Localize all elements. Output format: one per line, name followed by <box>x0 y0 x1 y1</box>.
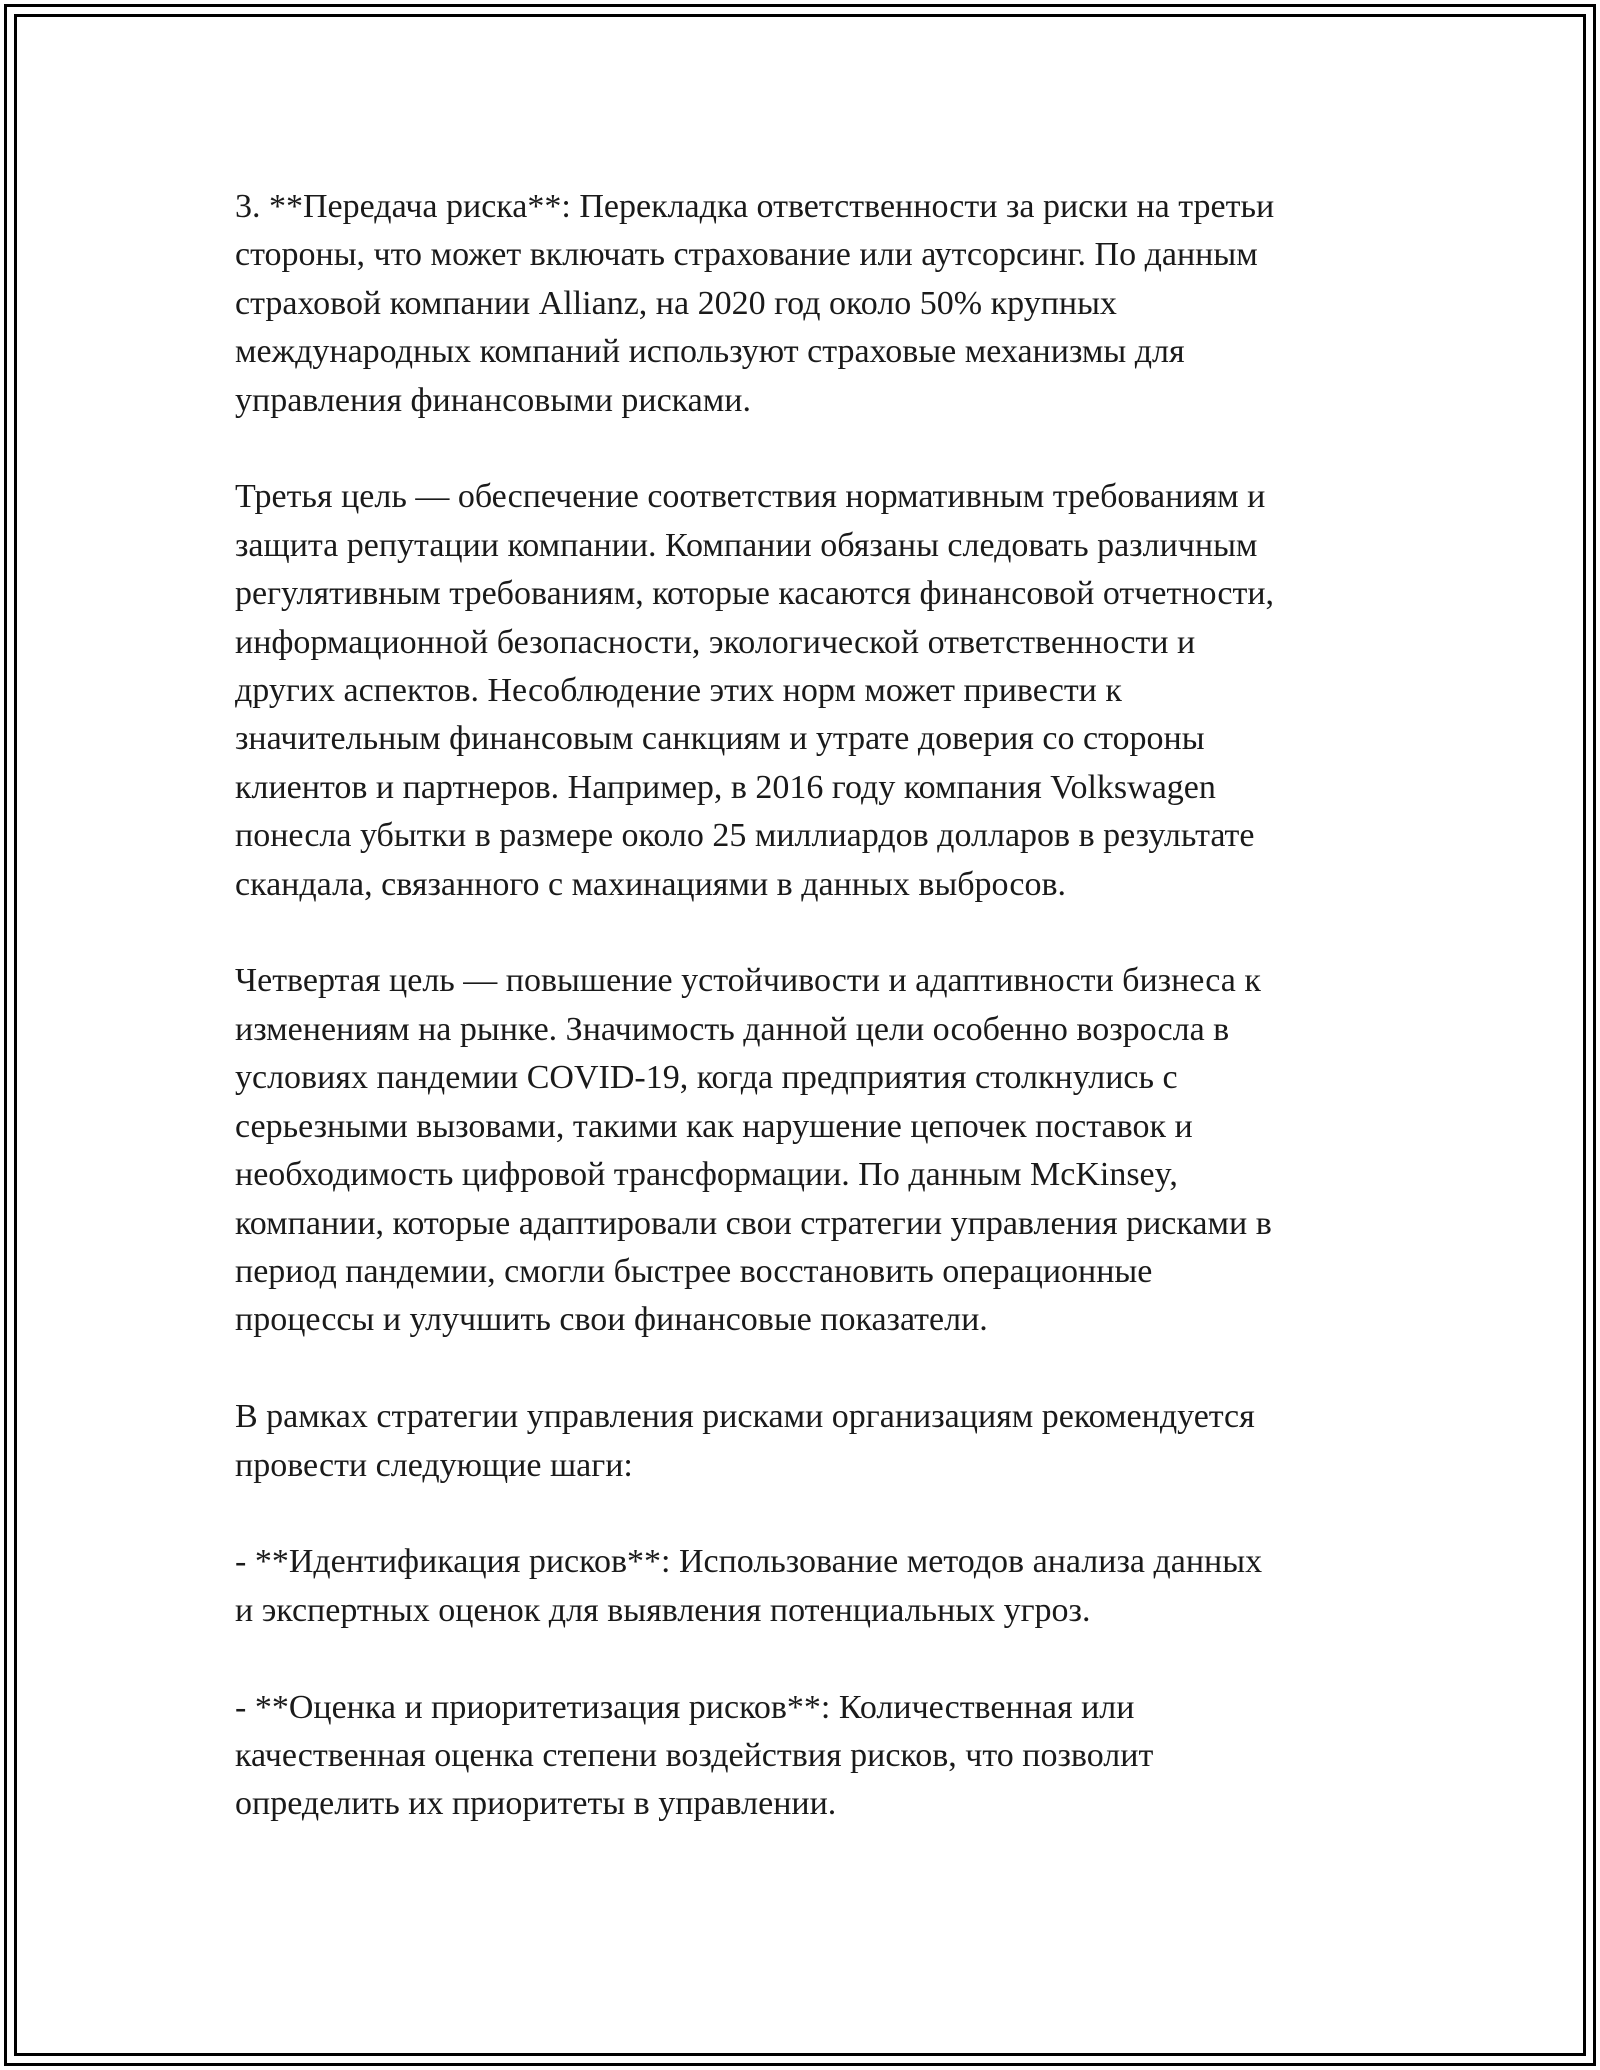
paragraph-strategy-steps-intro: В рамках стратегии управления рисками организациям рекомендуется провести следующие шаги: <box>235 1398 1255 1484</box>
paragraph-risk-transfer: 3. **Передача риска**: Перекладка ответственности за риски на третьи стороны, что может включать страхование или аутсорсинг. По данным страховой компании Allianz, на 2020 год около 50% крупных международных компаний используют страховые механизмы для управления финансовыми рисками. <box>235 188 1275 419</box>
paragraph-fourth-goal: Четвертая цель — повышение устойчивости и адаптивности бизнеса к изменениям на рынке. Значимость данной цели особенно возросла в условиях пандемии COVID-19, когда предприятия столкнулись с серьезными вызовами, такими как нарушение цепочек поставок и необходимость цифровой трансформации. По данным McKinsey, компании, которые адаптировали свои стратегии управления рисками в период пандемии, смогли быстрее восстановить операционные процессы и улучшить свои финансовые показатели. <box>235 962 1272 1339</box>
list-item-risk-assessment: - **Оценка и приоритетизация рисков**: Количественная или качественная оценка степени воздействия рисков, что позволит определить их приоритеты в управлении. <box>235 1688 1154 1823</box>
document-body <box>235 183 1375 1829</box>
paragraph-third-goal: Третья цель — обеспечение соответствия нормативным требованиям и защита репутации компании. Компании обязаны следовать различным регулятивным требованиям, которые касаются финансовой отчетности, информационной безопасности, экологической ответственности и других аспектов. Несоблюдение этих норм может привести к значительным финансовым санкциям и утрате доверия со стороны клиентов и партнеров. Например, в 2016 году компания Volkswagen понесла убытки в размере около 25 миллиардов долларов в результате скандала, связанного с махинациями в данных выбросов. <box>235 478 1275 903</box>
list-item-risk-identification: - **Идентификация рисков**: Использование методов анализа данных и экспертных оценок для выявления потенциальных угроз. <box>235 1543 1263 1629</box>
